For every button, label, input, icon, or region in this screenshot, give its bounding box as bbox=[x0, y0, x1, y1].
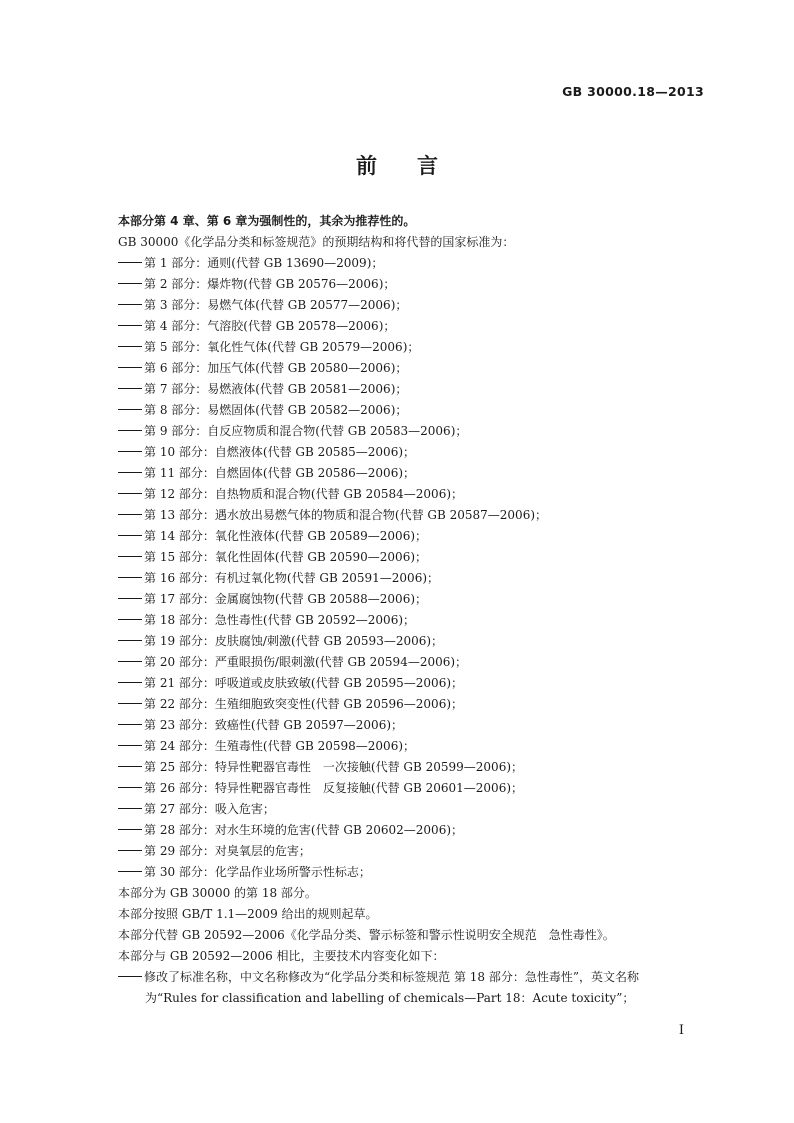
replaces-statement: 本部分代替 GB 20592—2006《化学品分类、警示标签和警示性说明安全规范 急性毒性》。 bbox=[118, 928, 615, 942]
part-list-item bbox=[118, 337, 718, 358]
em-dash-mark bbox=[118, 367, 142, 368]
part-list-item-text: 第 12 部分：自热物质和混合物(代替 GB 20584—2006)； bbox=[144, 487, 464, 501]
part-list-item bbox=[118, 652, 718, 673]
em-dash-mark bbox=[118, 745, 142, 746]
part-list-item-text: 第 4 部分：气溶胶(代替 GB 20578—2006)； bbox=[144, 319, 396, 333]
part-list-item-text: 第 29 部分：对臭氧层的危害； bbox=[144, 844, 311, 858]
part-list-item-text: 第 16 部分：有机过氧化物(代替 GB 20591—2006)； bbox=[144, 571, 440, 585]
part-list-item bbox=[118, 757, 718, 778]
em-dash-mark bbox=[118, 619, 142, 620]
part-list-item bbox=[118, 358, 718, 379]
part-list-item-text: 第 2 部分：爆炸物(代替 GB 20576—2006)； bbox=[144, 277, 396, 291]
em-dash-mark bbox=[118, 346, 142, 347]
em-dash-mark bbox=[118, 850, 142, 851]
drafting-rule: 本部分按照 GB/T 1.1—2009 给出的规则起草。 bbox=[118, 907, 378, 921]
part-list-item bbox=[118, 316, 718, 337]
part-list-item-text: 第 23 部分：致癌性(代替 GB 20597—2006)； bbox=[144, 718, 404, 732]
mandatory-note: 本部分第 4 章、第 6 章为强制性的，其余为推荐性的。 bbox=[118, 214, 416, 228]
part-list-item bbox=[118, 379, 718, 400]
em-dash-mark bbox=[118, 661, 142, 662]
em-dash-mark bbox=[118, 535, 142, 536]
part-list-item-text: 第 11 部分：自燃固体(代替 GB 20586—2006)； bbox=[144, 466, 416, 480]
structure-intro: GB 30000《化学品分类和标签规范》的预期结构和将代替的国家标准为： bbox=[118, 235, 515, 249]
change-item-text: 修改了标准名称，中文名称修改为“化学品分类和标签规范 第 18 部分：急性毒性”，英文名称 bbox=[144, 970, 639, 984]
em-dash-mark bbox=[118, 409, 142, 410]
part-list-item-text: 第 26 部分：特异性靶器官毒性 反复接触(代替 GB 20601—2006)； bbox=[144, 781, 524, 795]
part-list-item-text: 第 3 部分：易燃气体(代替 GB 20577—2006)； bbox=[144, 298, 408, 312]
em-dash-mark bbox=[118, 325, 142, 326]
part-list-item-text: 第 1 部分：通则(代替 GB 13690—2009)； bbox=[144, 256, 384, 270]
part-list-item-text: 第 13 部分：遇水放出易燃气体的物质和混合物(代替 GB 20587—2006)； bbox=[144, 508, 548, 522]
part-list-item-text: 第 8 部分：易燃固体(代替 GB 20582—2006)； bbox=[144, 403, 408, 417]
part-list-item bbox=[118, 862, 718, 883]
em-dash-mark bbox=[118, 829, 142, 830]
part-list-item bbox=[118, 715, 718, 736]
part-list-item-text: 第 30 部分：化学品作业场所警示性标志； bbox=[144, 865, 371, 879]
part-list-item-text: 第 10 部分：自燃液体(代替 GB 20585—2006)； bbox=[144, 445, 416, 459]
part-list-item bbox=[118, 253, 718, 274]
part-of-statement: 本部分为 GB 30000 的第 18 部分。 bbox=[118, 886, 317, 900]
part-list-item bbox=[118, 505, 718, 526]
change-item-continuation: 为“Rules for classification and labelling of chemicals—Part 18：Acute toxicity”； bbox=[145, 991, 635, 1005]
em-dash-mark bbox=[118, 451, 142, 452]
part-list-item-text: 第 27 部分：吸入危害； bbox=[144, 802, 275, 816]
part-list-item-text: 第 15 部分：氧化性固体(代替 GB 20590—2006)； bbox=[144, 550, 428, 564]
part-list-item-text: 第 17 部分：金属腐蚀物(代替 GB 20588—2006)； bbox=[144, 592, 428, 606]
change-item bbox=[118, 967, 718, 988]
em-dash-mark bbox=[118, 577, 142, 578]
part-list-item bbox=[118, 841, 718, 862]
part-list-item-text: 第 14 部分：氧化性液体(代替 GB 20589—2006)； bbox=[144, 529, 428, 543]
part-list-item bbox=[118, 631, 718, 652]
parts-list bbox=[118, 253, 718, 883]
part-list-item bbox=[118, 568, 718, 589]
part-list-item bbox=[118, 463, 718, 484]
em-dash-mark bbox=[118, 808, 142, 809]
part-list-item-text: 第 18 部分：急性毒性(代替 GB 20592—2006)； bbox=[144, 613, 416, 627]
foreword-body bbox=[118, 211, 718, 1009]
part-list-item-text: 第 6 部分：加压气体(代替 GB 20580—2006)； bbox=[144, 361, 408, 375]
part-list-item bbox=[118, 589, 718, 610]
em-dash-mark bbox=[118, 724, 142, 725]
part-list-item-text: 第 5 部分：氧化性气体(代替 GB 20579—2006)； bbox=[144, 340, 420, 354]
part-list-item bbox=[118, 274, 718, 295]
part-list-item bbox=[118, 400, 718, 421]
page-number: I bbox=[678, 1023, 684, 1038]
em-dash-mark bbox=[118, 556, 142, 557]
part-list-item bbox=[118, 820, 718, 841]
em-dash-mark bbox=[118, 388, 142, 389]
em-dash-mark bbox=[118, 262, 142, 263]
em-dash-mark bbox=[118, 514, 142, 515]
part-list-item-text: 第 28 部分：对水生环境的危害(代替 GB 20602—2006)； bbox=[144, 823, 464, 837]
em-dash-mark bbox=[118, 640, 142, 641]
page-title: 前言 bbox=[356, 154, 478, 178]
part-list-item bbox=[118, 736, 718, 757]
em-dash-mark bbox=[118, 598, 142, 599]
em-dash-mark bbox=[118, 871, 142, 872]
part-list-item bbox=[118, 610, 718, 631]
part-list-item bbox=[118, 673, 718, 694]
em-dash-mark bbox=[118, 703, 142, 704]
part-list-item-text: 第 24 部分：生殖毒性(代替 GB 20598—2006)； bbox=[144, 739, 416, 753]
part-list-item bbox=[118, 526, 718, 547]
part-list-item-text: 第 7 部分：易燃液体(代替 GB 20581—2006)； bbox=[144, 382, 408, 396]
part-list-item bbox=[118, 778, 718, 799]
part-list-item bbox=[118, 295, 718, 316]
em-dash-mark bbox=[118, 766, 142, 767]
changes-intro: 本部分与 GB 20592—2006 相比，主要技术内容变化如下： bbox=[118, 949, 445, 963]
em-dash-mark bbox=[118, 472, 142, 473]
part-list-item-text: 第 21 部分：呼吸道或皮肤致敏(代替 GB 20595—2006)； bbox=[144, 676, 464, 690]
em-dash-mark bbox=[118, 682, 142, 683]
part-list-item bbox=[118, 799, 718, 820]
em-dash-mark bbox=[118, 304, 142, 305]
part-list-item-text: 第 25 部分：特异性靶器官毒性 一次接触(代替 GB 20599—2006)； bbox=[144, 760, 524, 774]
part-list-item-text: 第 22 部分：生殖细胞致突变性(代替 GB 20596—2006)； bbox=[144, 697, 464, 711]
part-list-item-text: 第 20 部分：严重眼损伤/眼刺激(代替 GB 20594—2006)； bbox=[144, 655, 468, 669]
em-dash-mark bbox=[118, 976, 142, 977]
part-list-item-text: 第 9 部分：自反应物质和混合物(代替 GB 20583—2006)； bbox=[144, 424, 468, 438]
part-list-item-text: 第 19 部分：皮肤腐蚀/刺激(代替 GB 20593—2006)； bbox=[144, 634, 444, 648]
part-list-item bbox=[118, 421, 718, 442]
part-list-item bbox=[118, 694, 718, 715]
standard-code: GB 30000.18—2013 bbox=[562, 84, 704, 99]
em-dash-mark bbox=[118, 430, 142, 431]
em-dash-mark bbox=[118, 283, 142, 284]
em-dash-mark bbox=[118, 493, 142, 494]
em-dash-mark bbox=[118, 787, 142, 788]
part-list-item bbox=[118, 547, 718, 568]
part-list-item bbox=[118, 442, 718, 463]
part-list-item bbox=[118, 484, 718, 505]
